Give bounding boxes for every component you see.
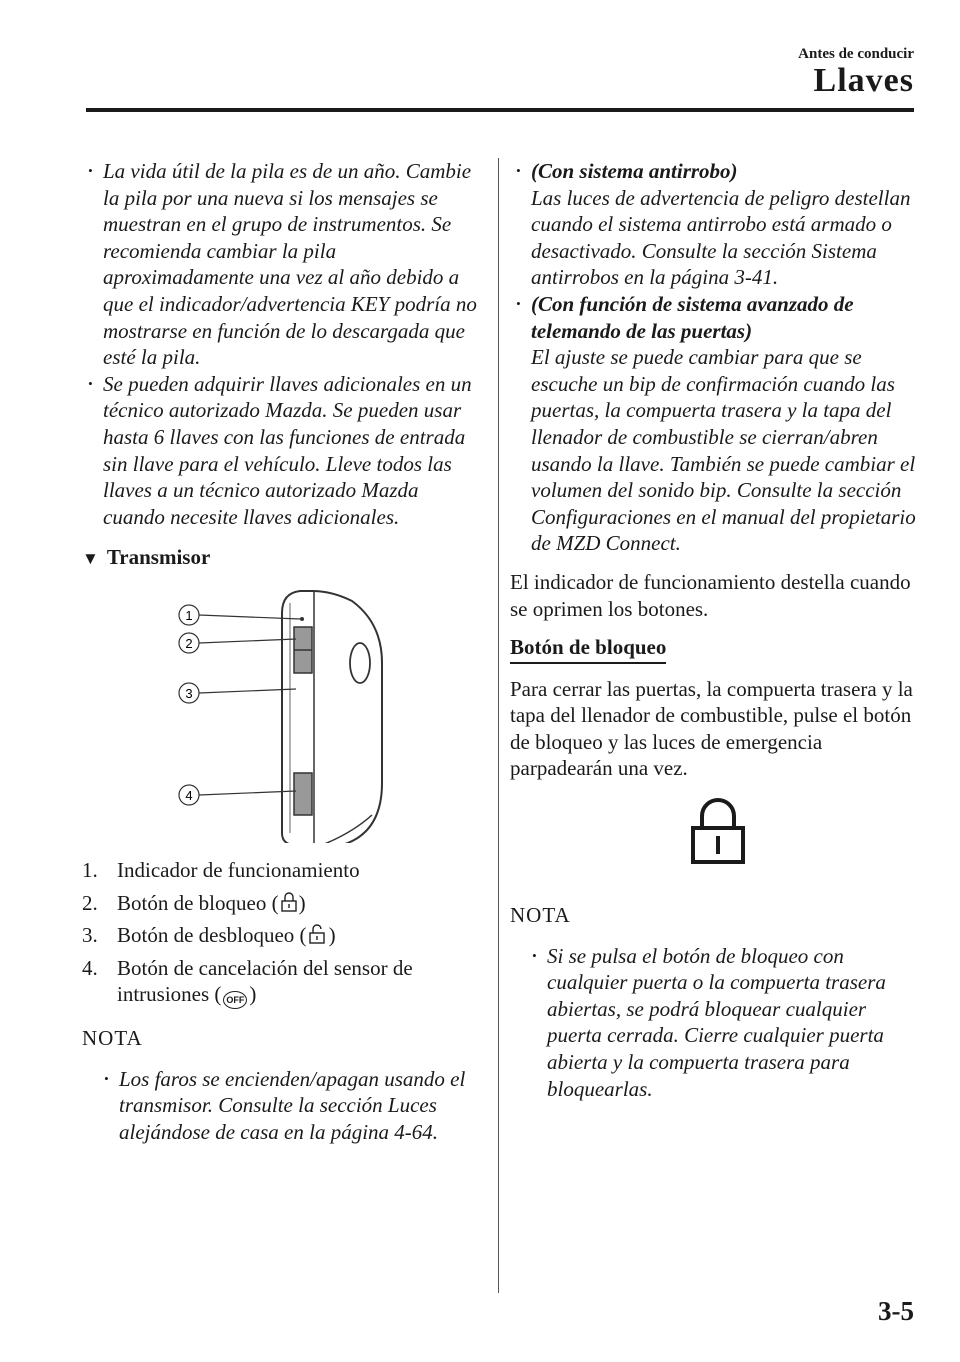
item-number: 3.	[82, 923, 98, 948]
nota-label: NOTA	[510, 903, 571, 928]
callout-1	[179, 605, 199, 625]
callout-4	[179, 785, 199, 805]
lock-symbol-figure	[510, 796, 918, 886]
item-number: 4.	[82, 955, 98, 980]
page-number: 3-5	[878, 1296, 914, 1326]
list-item	[82, 890, 477, 917]
component-list	[82, 857, 477, 1009]
paragraph-lock-instructions: Para cerrar las puertas, la compuerta trasera y la tapa del llenador de combustible, pulse el botón de bloqueo y las luces de emergencia parpadearán una vez.	[510, 676, 913, 781]
key-fob-illustration	[82, 583, 477, 843]
subheading-lock-button: Botón de bloqueo	[510, 634, 666, 664]
callout-label-3: 3	[185, 685, 193, 701]
bullet-bold-heading: (Con sistema antirrobo)	[531, 159, 738, 183]
item-text-close: )	[328, 923, 336, 948]
right-column	[510, 158, 918, 1102]
page-title: Llaves	[813, 62, 914, 99]
nota-label: NOTA	[82, 1026, 143, 1051]
header-rule	[86, 108, 914, 112]
unlock-icon	[309, 924, 327, 944]
callout-3	[179, 683, 199, 703]
callout-label-2: 2	[185, 635, 193, 651]
bullet-additional-keys: • Se pueden adquirir llaves adicionales en un técnico autorizado Mazda. Se pueden usar hasta 6 llaves con las funciones de entrada sin llave para el vehículo. Lleve todos las llaves a un técnico autorizado Mazda cuando necesite llaves adicionales.	[82, 371, 477, 531]
left-column	[82, 158, 477, 1146]
column-divider	[498, 158, 499, 1293]
bullet-battery-life: • La vida útil de la pila es de un año. Cambie la pila por una nueva si los mensajes se muestran en el grupo de instrumentos. Se recomienda cambiar la pila aproximadamente una vez al año debido a que el indicador/advertencia KEY podría no mostrarse en función de lo descargada que esté la pila.	[82, 158, 477, 371]
list-item	[82, 922, 477, 949]
list-item	[82, 857, 477, 884]
bullet-bold-heading: (Con función de sistema avanzado de telemando de las puertas)	[531, 291, 854, 343]
item-text-close: )	[249, 982, 257, 1007]
intrusion-sensor-off-icon: OFF	[223, 991, 247, 1009]
nota-bullet-lock: • Si se pulsa el botón de bloqueo con cualquier puerta o la compuerta trasera abiertas, se podrá bloquear cualquier puerta cerrada. Cierre cualquier puerta abierta y la compuerta trasera para bloquearlas.	[526, 943, 918, 1103]
item-number: 1.	[82, 857, 98, 882]
item-text-close: )	[298, 890, 306, 915]
section-triangle-icon: ▼	[82, 549, 99, 569]
bullet-advanced-keyless	[510, 291, 918, 557]
item-text: Botón de bloqueo (	[117, 890, 279, 915]
callout-label-4: 4	[185, 787, 193, 803]
callout-2	[179, 633, 199, 653]
list-item	[82, 955, 477, 1010]
paragraph-indicator: El indicador de funcionamiento destella cuando se oprimen los botones.	[510, 569, 911, 621]
item-text: Botón de cancelación del sensor de intrusiones (	[117, 955, 413, 1007]
item-text: Indicador de funcionamiento	[117, 857, 360, 882]
callout-label-1: 1	[185, 607, 193, 623]
lock-icon	[281, 892, 297, 912]
bullet-antitheft	[510, 158, 918, 291]
running-header-section: Antes de conducir	[798, 46, 914, 62]
section-heading-transmisor	[82, 544, 477, 573]
nota-bullet-headlights: • Los faros se encienden/apagan usando el transmisor. Consulte la sección Luces alejándose de casa en la página 4-64.	[98, 1066, 477, 1146]
section-title: Transmisor	[106, 545, 211, 570]
transmitter-figure	[82, 583, 477, 843]
item-text: Botón de desbloqueo (	[117, 923, 307, 948]
item-number: 2.	[82, 890, 98, 915]
lock-icon	[690, 796, 746, 866]
bullet-body: Las luces de advertencia de peligro destellan cuando el sistema antirrobo está armado o desactivado. Consulte la sección Sistema antirrobos en la página 3-41.	[531, 185, 911, 290]
bullet-body: El ajuste se puede cambiar para que se escuche un bip de confirmación cuando las puertas, la compuerta trasera y la tapa del llenador de combustible se cierran/abren usando la llave. También se puede cambiar el volumen del sonido bip. Consulte la sección Configuraciones en el manual del propietario de MZD Connect.	[531, 345, 916, 556]
